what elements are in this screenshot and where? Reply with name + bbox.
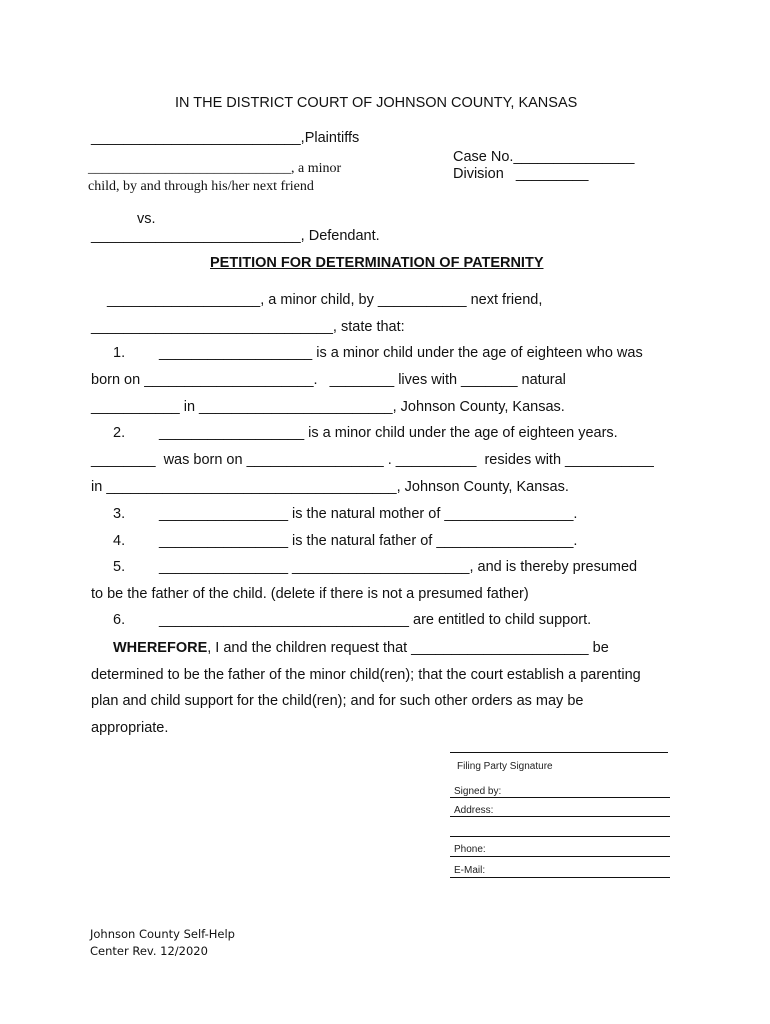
address-rule bbox=[450, 816, 670, 817]
defendant-line: __________________________, Defendant. bbox=[91, 228, 380, 244]
paragraph-2-line-2: ________ was born on _________________ . __________ resides with ___________ bbox=[91, 452, 654, 468]
wherefore-line-1 bbox=[113, 639, 609, 657]
wherefore-line-2: determined to be the father of the minor child(ren); that the court establish a parenting bbox=[91, 667, 641, 683]
paragraph-4-number: 4. bbox=[113, 533, 126, 549]
court-heading: IN THE DISTRICT COURT OF JOHNSON COUNTY, KANSAS bbox=[175, 95, 578, 111]
plaintiffs-line: __________________________,Plaintiffs bbox=[91, 130, 360, 146]
paragraph-1-line-2: born on _____________________. ________ lives with _______ natural bbox=[91, 372, 566, 388]
wherefore-label: WHEREFORE bbox=[113, 640, 208, 656]
footer-line-2: Center Rev. 12/2020 bbox=[90, 944, 208, 958]
signed-by-rule bbox=[450, 797, 670, 798]
phone-rule bbox=[450, 856, 670, 857]
division: Division _________ bbox=[453, 166, 589, 182]
paragraph-5-number: 5. bbox=[113, 559, 126, 575]
paragraph-5-text: ________________ ______________________, and is thereby presumed bbox=[159, 559, 638, 575]
paragraph-5-line-2: to be the father of the child. (delete if there is not a presumed father) bbox=[91, 586, 529, 602]
paragraph-2-text: __________________ is a minor child under the age of eighteen years. bbox=[159, 425, 618, 441]
paragraph-6-text: _______________________________ are entitled to child support. bbox=[159, 612, 592, 628]
wherefore-line-4: appropriate. bbox=[91, 720, 169, 736]
versus-label: vs. bbox=[137, 211, 156, 227]
signed-by-label: Signed by: bbox=[454, 786, 502, 797]
paragraph-2-line-3: in ____________________________________, Johnson County, Kansas. bbox=[91, 479, 569, 495]
address-rule-2 bbox=[450, 836, 670, 837]
document-title: PETITION FOR DETERMINATION OF PATERNITY bbox=[210, 255, 544, 271]
signature-rule bbox=[450, 752, 668, 753]
minor-line: _____________________________, a minor bbox=[88, 161, 342, 176]
intro-line-2: ______________________________, state that: bbox=[91, 319, 405, 335]
phone-label: Phone: bbox=[454, 844, 486, 855]
paragraph-3-text: ________________ is the natural mother of ________________. bbox=[159, 506, 578, 522]
paragraph-4-text: ________________ is the natural father of _________________. bbox=[159, 533, 578, 549]
intro-line-1: ___________________, a minor child, by ___________ next friend, bbox=[107, 292, 543, 308]
paragraph-1-number: 1. bbox=[113, 345, 126, 361]
footer-line-1: Johnson County Self-Help bbox=[90, 927, 235, 941]
wherefore-text: , I and the children request that ______________________ be bbox=[207, 640, 609, 656]
paragraph-6-number: 6. bbox=[113, 612, 126, 628]
paragraph-3-number: 3. bbox=[113, 506, 126, 522]
filing-party-signature-label: Filing Party Signature bbox=[457, 761, 553, 772]
email-rule bbox=[450, 877, 670, 878]
wherefore-line-3: plan and child support for the child(ren); and for such other orders as may be bbox=[91, 693, 584, 709]
next-friend-line: child, by and through his/her next friend bbox=[88, 179, 314, 194]
paragraph-1-line-3: ___________ in ________________________, Johnson County, Kansas. bbox=[91, 399, 565, 415]
address-label: Address: bbox=[454, 805, 494, 816]
paragraph-2-number: 2. bbox=[113, 425, 126, 441]
paragraph-1-text: ___________________ is a minor child under the age of eighteen who was bbox=[159, 345, 643, 361]
case-number: Case No._______________ bbox=[453, 149, 635, 165]
email-label: E-Mail: bbox=[454, 865, 486, 876]
